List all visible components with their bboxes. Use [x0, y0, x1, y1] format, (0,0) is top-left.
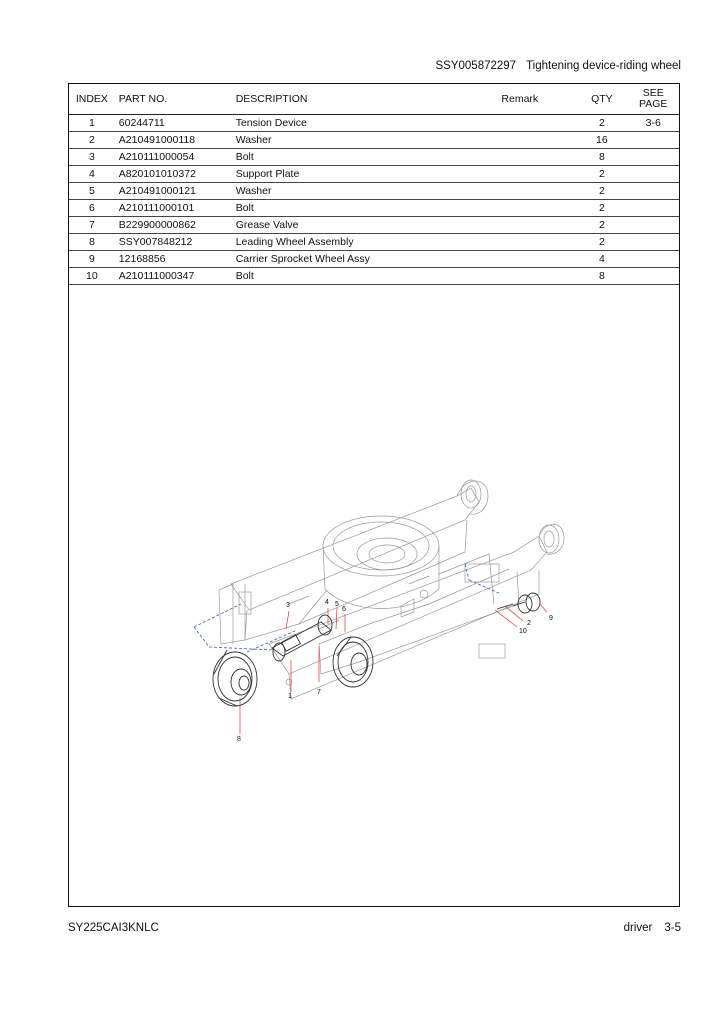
footer-page-number: 3-5	[664, 922, 681, 934]
tension-device	[272, 615, 332, 661]
cell-qty: 2	[576, 217, 627, 234]
cell-qty: 2	[576, 200, 627, 217]
cell-description: Support Plate	[232, 166, 498, 183]
callout-9: 9	[549, 615, 553, 622]
cell-qty: 2	[576, 115, 627, 132]
undercarriage-frame	[219, 480, 564, 699]
cell-description: Bolt	[232, 268, 498, 285]
footer-section: driver	[623, 922, 653, 934]
cell-index: 5	[69, 183, 115, 200]
cell-description: Grease Valve	[232, 217, 498, 234]
cell-part-no: A820101010372	[115, 166, 232, 183]
callout-2: 2	[527, 620, 531, 627]
cell-description: Carrier Sprocket Wheel Assy	[232, 251, 498, 268]
document-title: Tightening device-riding wheel	[526, 60, 681, 72]
cell-part-no: A210111000101	[115, 200, 232, 217]
footer-model: SY225CAI3KNLC	[68, 922, 159, 934]
cell-index: 6	[69, 200, 115, 217]
cell-index: 2	[69, 132, 115, 149]
cell-index: 4	[69, 166, 115, 183]
callout-labels	[237, 599, 553, 743]
parts-frame	[68, 83, 680, 907]
leading-wheel-installed	[333, 637, 373, 687]
cell-qty: 4	[576, 251, 627, 268]
cell-description: Washer	[232, 183, 498, 200]
cell-part-no: 12168856	[115, 251, 232, 268]
cell-part-no: A210491000121	[115, 183, 232, 200]
cell-part-no: B229900000862	[115, 217, 232, 234]
callout-1: 1	[288, 693, 292, 700]
callout-5: 5	[335, 601, 339, 608]
cell-qty: 2	[576, 234, 627, 251]
cell-qty: 8	[576, 149, 627, 166]
cell-index: 3	[69, 149, 115, 166]
col-header-see-page: SEE PAGE	[627, 84, 679, 115]
cell-qty: 8	[576, 268, 627, 285]
page-footer	[624, 922, 681, 934]
leading-wheel-assembly	[213, 650, 257, 706]
cell-description: Washer	[232, 132, 498, 149]
callout-8: 8	[237, 736, 241, 743]
col-header-part-no: PART NO.	[115, 84, 232, 115]
col-header-qty: QTY	[576, 84, 627, 115]
cell-description: Leading Wheel Assembly	[232, 234, 498, 251]
cell-description: Bolt	[232, 200, 498, 217]
exploded-assembly-drawing	[69, 84, 678, 905]
cell-part-no: SSY007848212	[115, 234, 232, 251]
cell-qty: 2	[576, 166, 627, 183]
cell-index: 10	[69, 268, 115, 285]
cell-description: Bolt	[232, 149, 498, 166]
cell-index: 1	[69, 115, 115, 132]
callout-6: 6	[342, 606, 346, 613]
document-code: SSY005872297	[435, 60, 517, 72]
cell-part-no: 60244711	[115, 115, 232, 132]
cell-index: 8	[69, 234, 115, 251]
cell-part-no: A210491000118	[115, 132, 232, 149]
cell-description: Tension Device	[232, 115, 498, 132]
col-header-remark: Remark	[497, 84, 576, 115]
cell-qty: 16	[576, 132, 627, 149]
page-header	[436, 60, 682, 72]
cell-part-no: A210111000347	[115, 268, 232, 285]
assembly-lines	[194, 564, 501, 652]
cell-index: 7	[69, 217, 115, 234]
col-header-index: INDEX	[69, 84, 115, 115]
cell-part-no: A210111000054	[115, 149, 232, 166]
cell-see-page: 3-6	[627, 115, 679, 132]
callout-10: 10	[519, 628, 527, 635]
col-header-description: DESCRIPTION	[232, 84, 498, 115]
cell-index: 9	[69, 251, 115, 268]
callout-3: 3	[286, 602, 290, 609]
callout-4: 4	[325, 599, 329, 606]
callout-7: 7	[317, 689, 321, 696]
cell-qty: 2	[576, 183, 627, 200]
